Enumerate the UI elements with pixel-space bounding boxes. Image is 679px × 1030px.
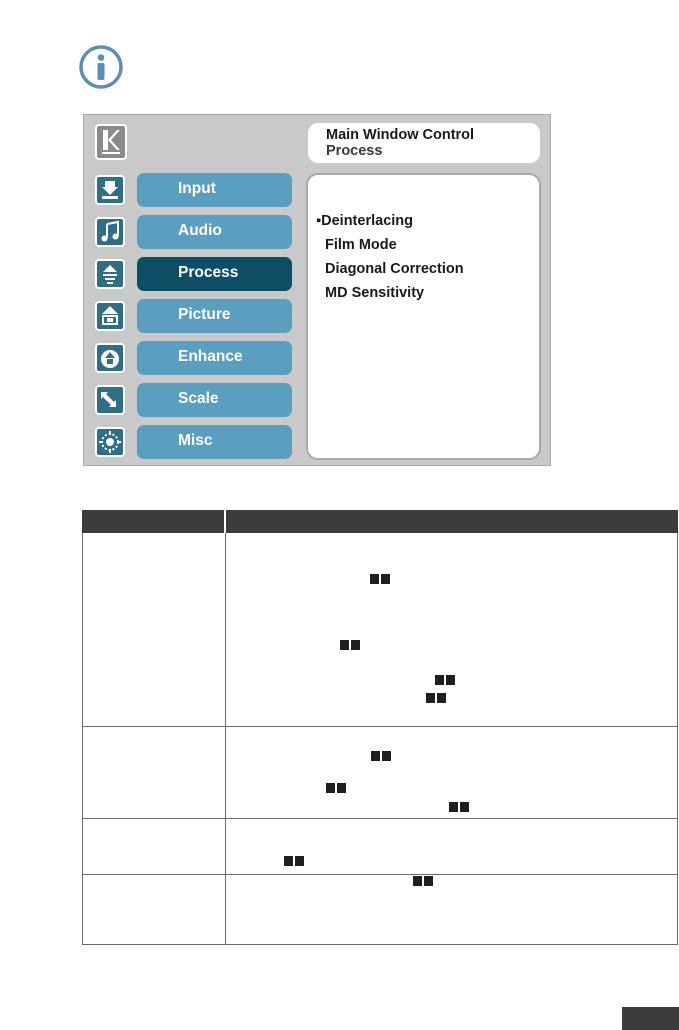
redaction-mark	[325, 783, 347, 793]
page-number-tab	[622, 1007, 679, 1030]
submenu-item-md-sensitivity[interactable]: MD Sensitivity	[325, 285, 425, 301]
menu-item-enhance[interactable]	[95, 341, 292, 375]
picture-icon	[95, 301, 125, 331]
table-row-divider	[82, 818, 678, 819]
music-note-icon	[95, 217, 125, 247]
process-icon	[95, 259, 125, 289]
table-right-border	[677, 533, 678, 945]
menu-item-input[interactable]	[95, 173, 292, 207]
submenu-panel	[306, 173, 541, 460]
submenu-item-film-mode[interactable]: Film Mode	[325, 237, 397, 253]
table-column-divider	[225, 533, 226, 945]
misc-icon	[95, 427, 125, 457]
menu-item-label: Misc	[137, 425, 292, 459]
menu-item-label: Enhance	[137, 341, 292, 375]
kramer-logo	[95, 124, 127, 160]
info-icon	[78, 44, 124, 90]
menu-item-label: Audio	[137, 215, 292, 249]
menu-item-label: Input	[137, 173, 292, 207]
redaction-mark	[425, 693, 447, 703]
redaction-mark	[370, 751, 392, 761]
menu-item-label: Scale	[137, 383, 292, 417]
redaction-mark	[369, 574, 391, 584]
table-left-border	[82, 533, 83, 945]
window-title-box	[308, 123, 540, 163]
submenu-item-deinterlacing[interactable]: ▪Deinterlacing	[316, 213, 413, 229]
redaction-mark	[283, 856, 305, 866]
table-bottom-border	[82, 944, 678, 945]
menu-item-process[interactable]	[95, 257, 292, 291]
table-row-divider	[82, 726, 678, 727]
menu-item-audio[interactable]	[95, 215, 292, 249]
menu-item-misc[interactable]	[95, 425, 292, 459]
scale-icon	[95, 385, 125, 415]
window-title: Main Window Control	[326, 127, 475, 143]
input-icon	[95, 175, 125, 205]
table-row-divider	[82, 874, 678, 875]
window-subtitle: Process	[326, 143, 383, 159]
table-header	[82, 510, 678, 533]
redaction-mark	[448, 802, 470, 812]
redaction-mark	[339, 640, 361, 650]
menu-item-picture[interactable]	[95, 299, 292, 333]
menu-item-label: Process	[137, 257, 292, 291]
menu-item-scale[interactable]	[95, 383, 292, 417]
redaction-mark	[412, 876, 434, 886]
osd-menu-screenshot	[83, 114, 551, 466]
submenu-item-diagonal-correction[interactable]: Diagonal Correction	[325, 261, 464, 277]
enhance-icon	[95, 343, 125, 373]
menu-item-label: Picture	[137, 299, 292, 333]
redaction-mark	[434, 675, 456, 685]
